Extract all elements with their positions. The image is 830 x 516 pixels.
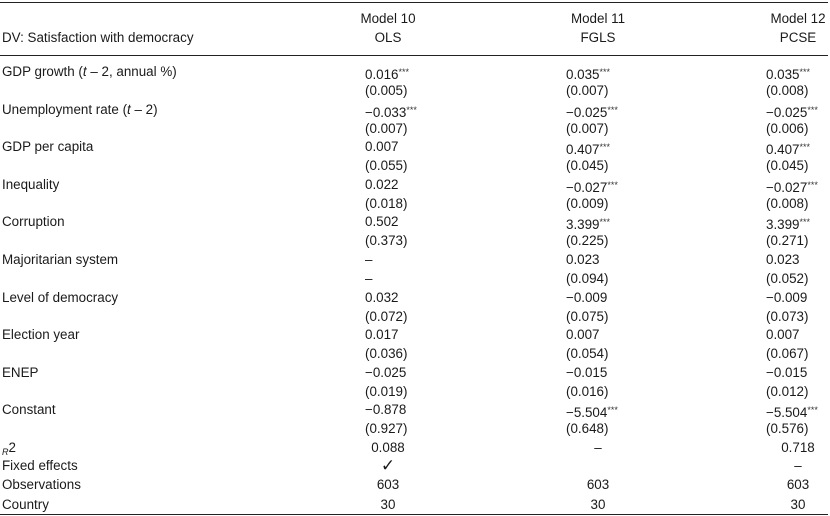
footer-label-subscript: R [2,447,9,457]
coefficient-value: – [365,252,373,267]
row-label [2,252,118,268]
coefficient-cell [766,64,810,83]
coefficient-value: 0.023 [766,252,800,267]
coefficient-cell [566,252,600,268]
coefficient-value: −0.025 [566,105,608,120]
standard-error-cell: (0.072) [365,309,408,324]
coefficient-value: −5.504 [766,405,808,420]
row-label-text: ENEP [2,365,39,380]
footer-value: 0.718 [781,440,815,455]
row-label [2,177,59,193]
coefficient-value: 3.399 [766,217,800,232]
footer-value: 30 [380,497,396,512]
footer-label [2,440,16,460]
row-label [2,290,118,306]
significance-stars: *** [807,405,818,415]
significance-stars: *** [799,217,811,227]
coefficient-cell [566,177,618,196]
footer-value: 603 [786,477,810,492]
table-header-rule [0,55,828,56]
significance-stars: *** [607,105,618,115]
coefficient-cell [566,139,610,158]
row-label-text: Constant [2,402,56,417]
footer-value: 30 [590,497,606,512]
footer-value: 0.088 [371,440,405,455]
row-label-text: Majoritarian system [2,252,119,267]
significance-stars: *** [807,180,818,190]
coefficient-cell [365,252,372,268]
standard-error-cell: (0.007) [365,121,408,136]
standard-error-cell: (0.016) [566,384,609,399]
coefficient-cell [566,327,600,343]
coefficient-cell [766,252,800,268]
row-label [2,102,158,118]
coefficient-value: 0.035 [566,67,600,82]
coefficient-value: 0.032 [365,290,399,305]
standard-error-cell: (0.067) [766,346,809,361]
model-12-name: Model 12 [770,11,826,26]
standard-error-cell: (0.008) [766,83,809,98]
row-label [2,365,38,381]
standard-error-cell: (0.036) [365,346,408,361]
coefficient-value: 0.016 [365,67,399,82]
row-label-text: Election year [2,327,80,342]
footer-value: – [794,458,802,473]
coefficient-cell [365,365,406,381]
coefficient-cell [766,402,818,421]
standard-error-cell: (0.007) [566,121,609,136]
standard-error-cell: (0.225) [566,233,609,248]
model-10-method: OLS [374,30,402,45]
coefficient-cell [365,139,399,155]
coefficient-value: 0.007 [766,327,800,342]
model-12-method: PCSE [779,30,817,45]
coefficient-value: 0.007 [566,327,600,342]
standard-error-cell: (0.006) [766,121,809,136]
significance-stars: *** [599,142,611,152]
row-label [2,139,93,155]
standard-error-cell: (0.005) [365,83,408,98]
row-label-text: GDP per capita [2,139,94,154]
coefficient-cell [566,290,607,306]
coefficient-cell [766,139,810,158]
standard-error-cell: – [365,271,373,286]
coefficient-value: 0.502 [365,214,399,229]
standard-error-cell: (0.271) [766,233,809,248]
footer-value: 603 [586,477,610,492]
coefficient-cell [766,290,807,306]
standard-error-cell: (0.045) [566,158,609,173]
standard-error-cell: (0.009) [566,196,609,211]
significance-stars: *** [607,405,618,415]
row-label-suffix: – 2) [130,102,158,117]
coefficient-cell [766,214,810,233]
coefficient-value: −0.015 [566,365,608,380]
coefficient-cell [365,102,417,121]
standard-error-cell: (0.648) [566,421,609,436]
table-bottom-rule [0,514,828,515]
standard-error-cell: (0.012) [766,384,809,399]
row-label-text: Corruption [2,214,65,229]
significance-stars: *** [799,142,811,152]
coefficient-value: 3.399 [566,217,600,232]
significance-stars: *** [398,67,410,77]
coefficient-cell [365,290,399,306]
table-top-rule [0,2,828,3]
standard-error-cell: (0.055) [365,158,408,173]
standard-error-cell: (0.075) [566,309,609,324]
footer-label-text: Observations [2,477,81,492]
coefficient-value: −0.025 [365,365,407,380]
coefficient-value: −0.033 [365,105,407,120]
footer-label-text: Fixed effects [2,458,78,473]
coefficient-cell [566,365,607,381]
coefficient-value: 0.023 [566,252,600,267]
standard-error-cell: (0.576) [766,421,809,436]
coefficient-cell [566,402,618,421]
significance-stars: *** [807,105,818,115]
row-label [2,214,65,230]
footer-label [2,458,78,474]
standard-error-cell: (0.019) [365,384,408,399]
coefficient-cell [365,214,399,230]
checkmark-icon: ✓ [380,456,396,475]
coefficient-cell [766,327,800,343]
coefficient-value: −0.009 [566,290,608,305]
footer-label [2,497,49,513]
row-label-italic: t [82,64,87,79]
coefficient-cell [766,365,807,381]
significance-stars: *** [599,67,611,77]
standard-error-cell: (0.373) [365,233,408,248]
standard-error-cell: (0.073) [766,309,809,324]
coefficient-value: 0.407 [766,142,800,157]
footer-label-text: Country [2,497,49,512]
coefficient-value: 0.407 [566,142,600,157]
coefficient-value: 0.017 [365,327,399,342]
coefficient-value: 0.035 [766,67,800,82]
coefficient-value: −0.027 [766,180,808,195]
standard-error-cell: (0.018) [365,196,408,211]
significance-stars: *** [799,67,811,77]
coefficient-value: −0.025 [766,105,808,120]
standard-error-cell: (0.927) [365,421,408,436]
coefficient-cell [365,64,409,83]
standard-error-cell: (0.008) [766,196,809,211]
row-label-italic: t [127,102,131,117]
significance-stars: *** [406,105,417,115]
coefficient-value: −5.504 [566,405,608,420]
footer-label [2,477,81,493]
standard-error-cell: (0.045) [766,158,809,173]
row-label [2,402,56,418]
coefficient-cell [766,102,818,121]
row-label-suffix: – 2, annual %) [86,64,177,79]
standard-error-cell: (0.094) [566,271,609,286]
dv-label: DV: Satisfaction with democracy [2,30,194,45]
standard-error-cell: (0.007) [566,83,609,98]
coefficient-cell [365,177,399,193]
row-label [2,64,177,80]
row-label-text: GDP growth ( [2,64,83,79]
row-label-text: Unemployment rate ( [2,102,128,117]
coefficient-value: −0.009 [766,290,808,305]
standard-error-cell: (0.052) [766,271,809,286]
coefficient-value: 0.007 [365,139,399,154]
coefficient-value: −0.015 [766,365,808,380]
coefficient-cell [566,214,610,233]
coefficient-cell [766,177,818,196]
coefficient-cell [365,327,399,343]
model-11-method: FGLS [580,30,616,45]
row-label [2,327,79,343]
footer-value: 603 [376,477,400,492]
row-label-text: Inequality [2,177,60,192]
footer-value: 30 [790,497,806,512]
coefficient-value: 0.022 [365,177,399,192]
model-11-name: Model 11 [570,11,626,26]
coefficient-value: −0.027 [566,180,608,195]
footer-label-text: 2 [8,440,16,455]
standard-error-cell: (0.054) [566,346,609,361]
coefficient-value: −0.878 [365,402,407,417]
footer-value: – [594,440,602,455]
model-10-name: Model 10 [360,11,416,26]
coefficient-cell [365,402,406,418]
coefficient-cell [566,64,610,83]
significance-stars: *** [607,180,618,190]
coefficient-cell [566,102,618,121]
row-label-text: Level of democracy [2,290,119,305]
significance-stars: *** [599,217,611,227]
